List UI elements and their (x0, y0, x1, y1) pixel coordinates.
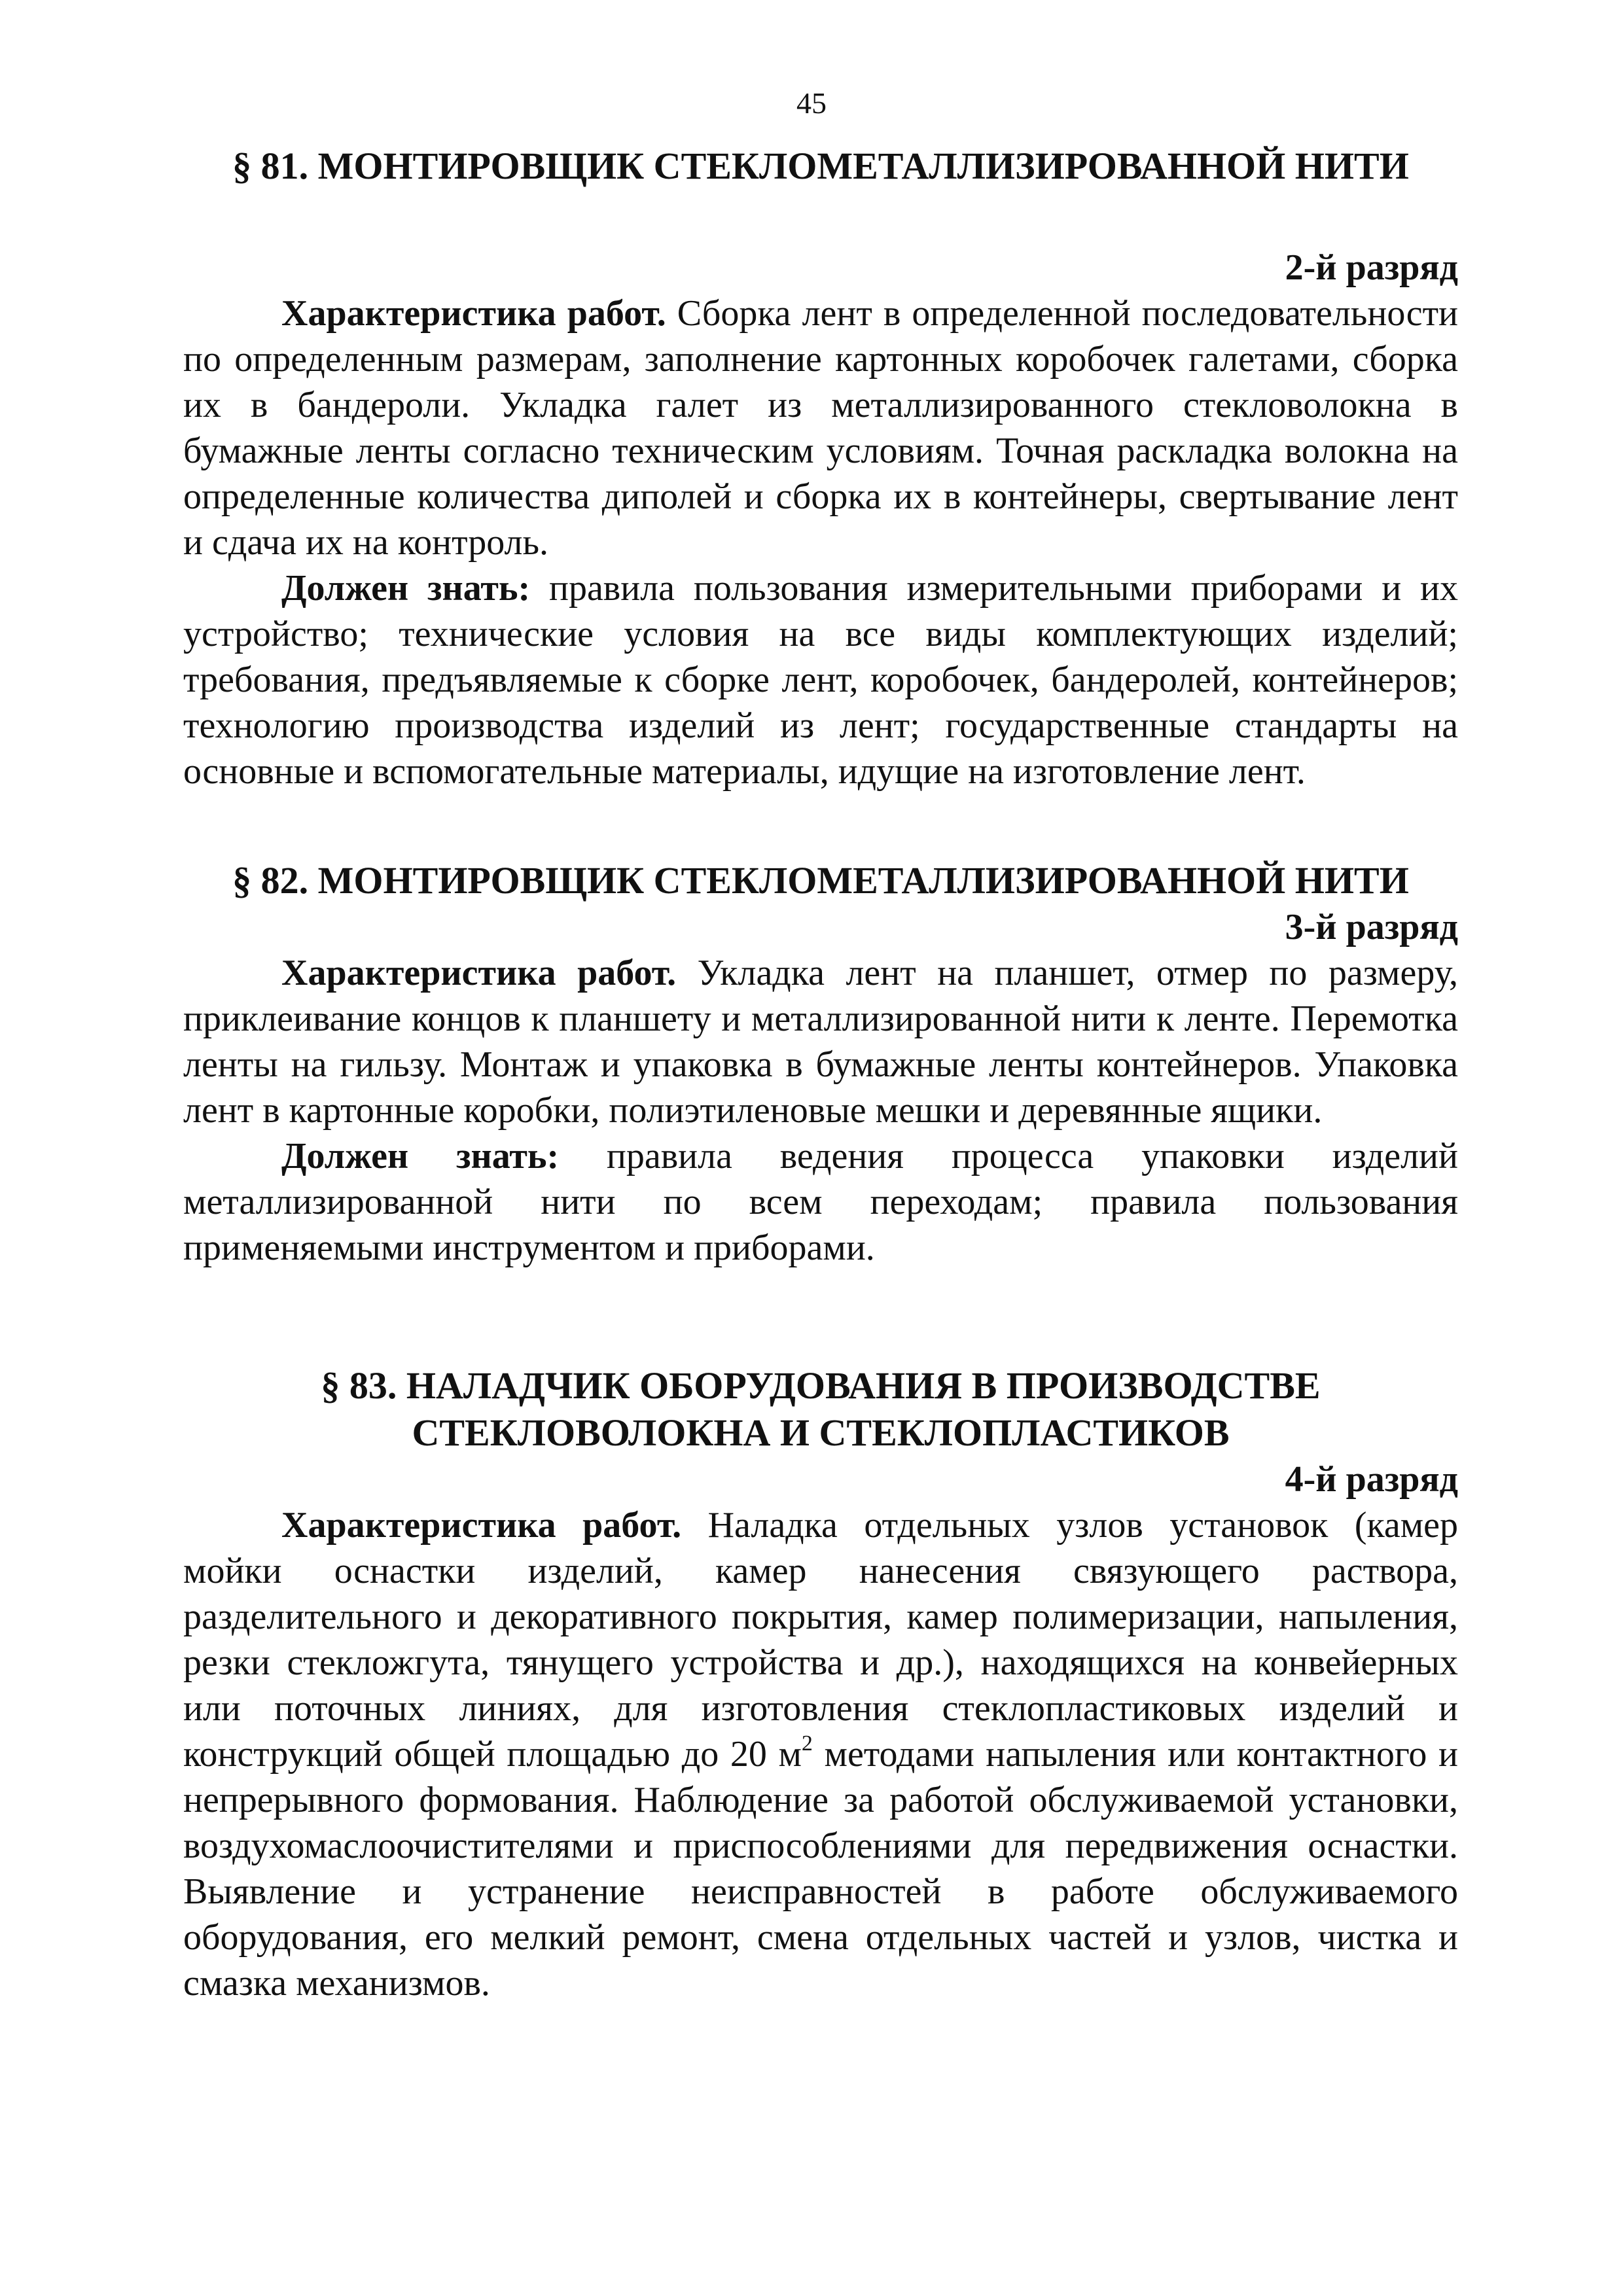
section-81 (183, 143, 1458, 794)
section-83-characteristic-text-2: методами напыления или контактного и непрерывного формования. Наблюдение за работой обслуживаемой установки, воздухомаслоочистителями и приспособлениями для передвижения оснастки. Выявление и устранение неисправностей в работе обслуживаемого оборудования, его мелкий ремонт, смена отдельных частей и узлов, чистка и смазка механизмов. (183, 1734, 1458, 2004)
section-81-knowledge (183, 565, 1458, 794)
section-81-characteristic-text: Сборка лент в определенной последовательности по определенным размерам, заполнение картонных коробочек галетами, сборка их в бандероли. Укладка галет из металлизированного стекловолокна в бумажные ленты согласно техническим условиям. Точная раскладка волокна на определенные количества диполей и сборка их в контейнеры, свертывание лент и сдача их на контроль. (183, 293, 1459, 563)
page-number: 45 (796, 86, 827, 120)
section-81-knowledge-text: правила пользования измерительными приборами и их устройство; технические условия на все виды комплектующих изделий; требования, предъявляемые к сборке лент, коробочек, бандеролей, контейнеров; технологию производства изделий из лент; государственные стандарты на основные и вспомогательные материалы, идущие на изготовление лент. (183, 568, 1458, 792)
section-83-characteristic-label: Характеристика работ. (281, 1505, 682, 1545)
section-83-title-line-2: СТЕКЛОВОЛОКНА И СТЕКЛОПЛАСТИКОВ (412, 1411, 1230, 1454)
area-exponent: 2 (801, 1731, 813, 1756)
section-82-grade: 3-й разряд (1285, 907, 1458, 947)
section-81-characteristic (183, 291, 1458, 565)
section-83 (183, 1362, 1458, 2006)
section-81-title: § 81. МОНТИРОВЩИК СТЕКЛОМЕТАЛЛИЗИРОВАННОЙ НИТИ (232, 145, 1409, 187)
section-81-characteristic-label: Характеристика работ. (281, 293, 666, 334)
section-82-knowledge-text: правила ведения процесса упаковки изделий металлизированной нити по всем переходам; правила пользования применяемыми инструментом и приборами. (183, 1136, 1458, 1268)
section-82-knowledge (183, 1133, 1458, 1271)
section-82-knowledge-label: Должен знать: (281, 1136, 560, 1176)
section-82-characteristic-text: Укладка лент на планшет, отмер по размеру, приклеивание концов к планшету и металлизированной нити к ленте. Перемотка ленты на гильзу. Монтаж и упаковка в бумажные ленты контейнеров. Упаковка лент в картонные коробки, полиэтиленовые мешки и деревянные ящики. (183, 953, 1458, 1131)
section-83-title (183, 1362, 1458, 1457)
section-82-characteristic (183, 950, 1458, 1133)
section-83-characteristic (183, 1502, 1458, 2006)
section-83-grade: 4-й разряд (1285, 1459, 1458, 1500)
section-83-title-line-1: § 83. НАЛАДЧИК ОБОРУДОВАНИЯ В ПРОИЗВОДСТВЕ (321, 1364, 1321, 1407)
section-82-characteristic-label: Характеристика работ. (281, 953, 677, 993)
section-83-characteristic-text-1: Наладка отдельных узлов установок (камер мойки оснастки изделий, камер нанесения связующего раствора, разделительного и декоративного покрытия, камер полимеризации, напыления, резки стекложгута, тянущего устройства и др.), находящихся на конвейерных или поточных линиях, для изготовления стеклопластиковых изделий и конструкций общей площадью до 20 м (183, 1505, 1459, 1775)
section-82-title: § 82. МОНТИРОВЩИК СТЕКЛОМЕТАЛЛИЗИРОВАННОЙ НИТИ (232, 859, 1409, 902)
section-82 (183, 857, 1458, 1271)
section-81-knowledge-label: Должен знать: (281, 568, 531, 609)
section-81-grade: 2-й разряд (1285, 247, 1458, 288)
